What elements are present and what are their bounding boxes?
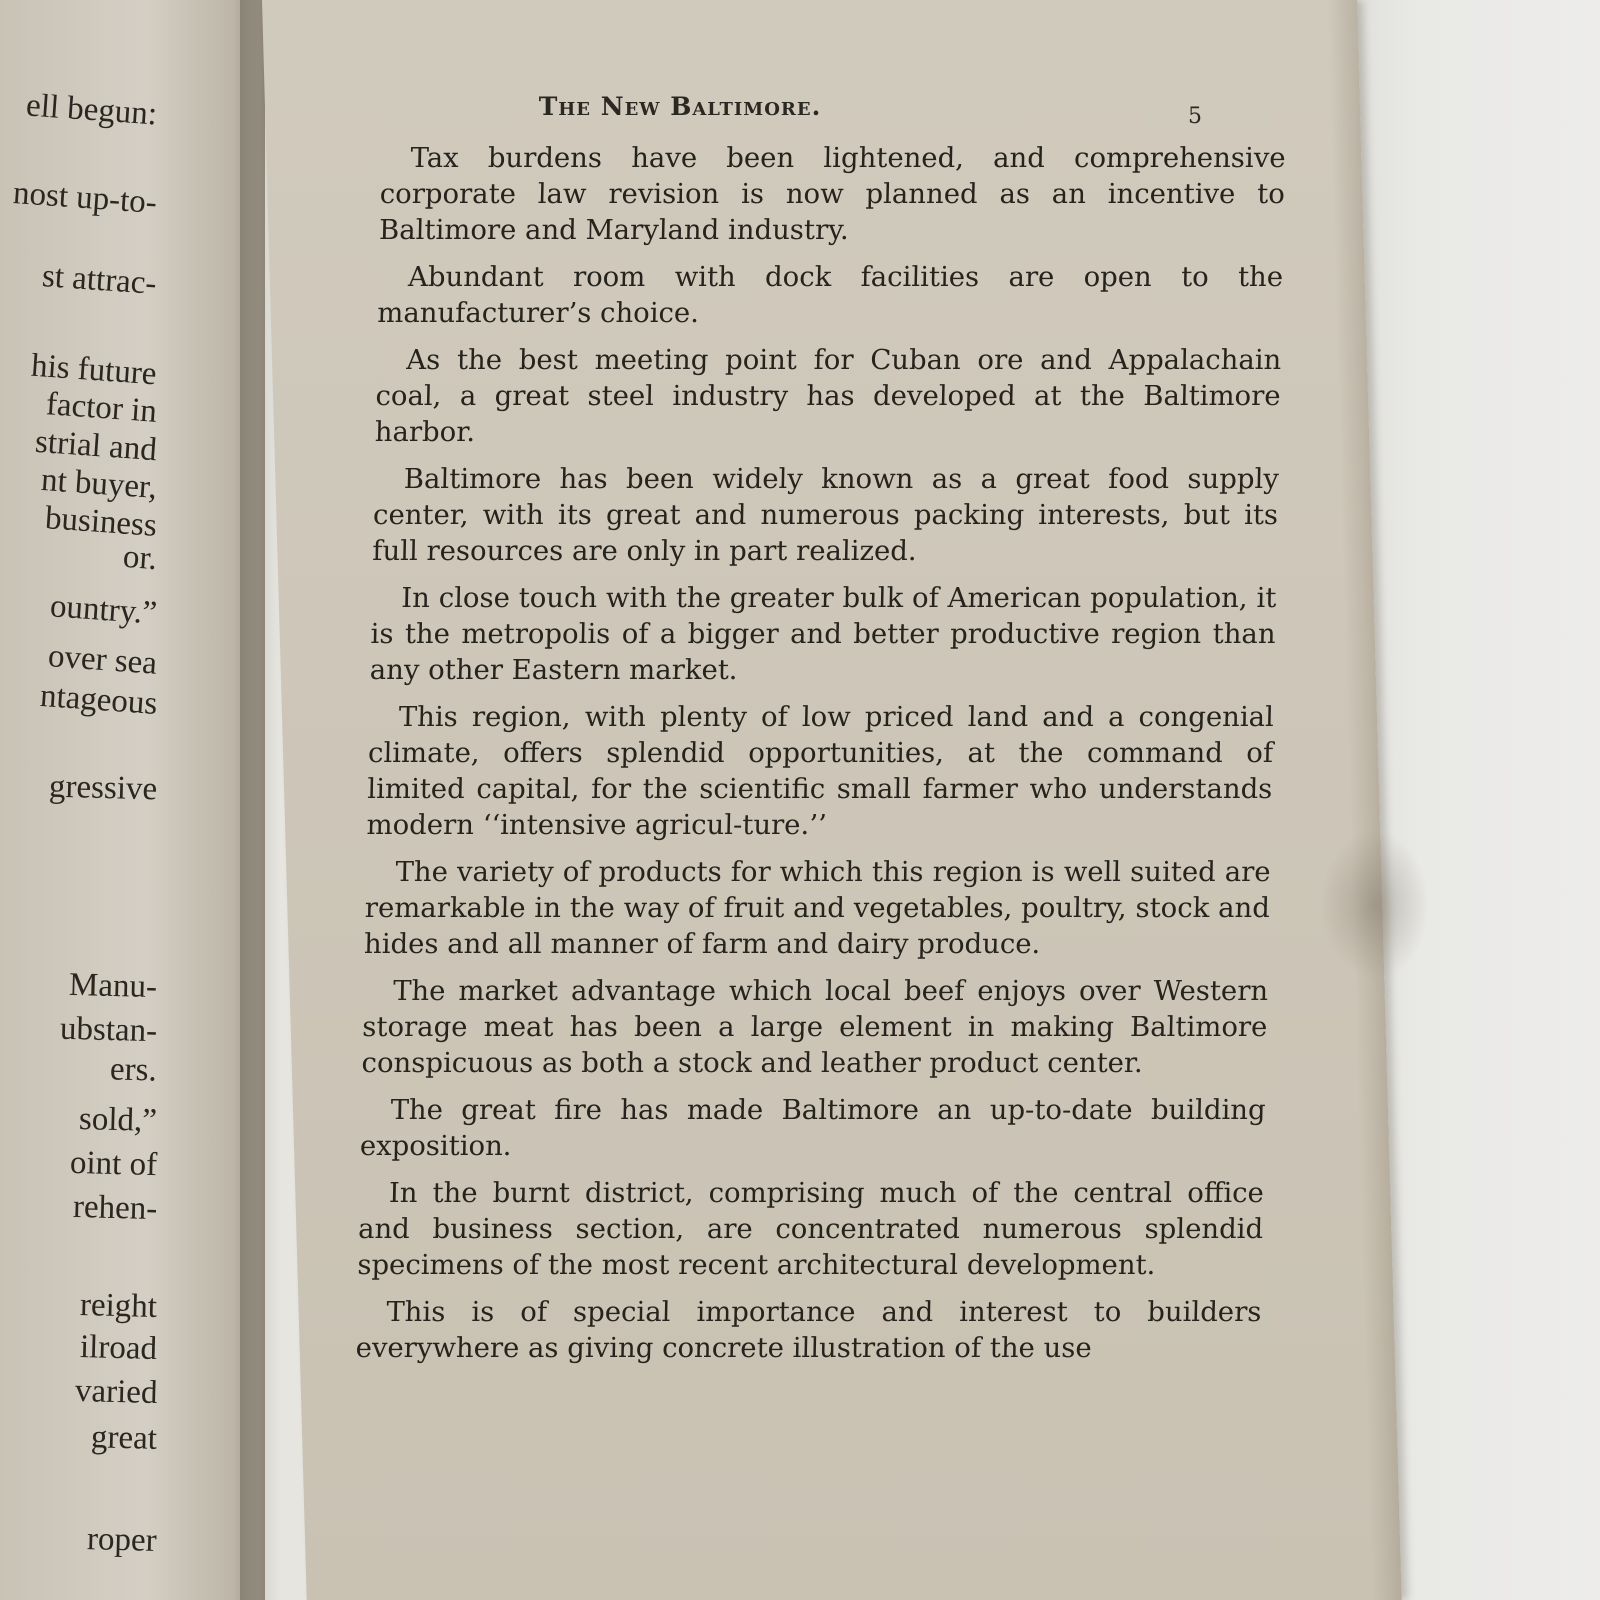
left-page-line-fragment: business (44, 500, 159, 544)
body-text (355, 140, 1286, 1377)
left-page-line-fragment: or. (121, 538, 159, 578)
paragraph: Abundant room with dock facilities are open to the manufacturer’s choice. (376, 261, 1284, 329)
paragraph: Baltimore has been widely known as a great food supply center, with its great and numerous packing interests, but its full resources are only in part realized. (372, 463, 1280, 567)
paragraph: This is of special importance and interest to builders everywhere as giving concrete illustration of the use (355, 1296, 1262, 1364)
page-smudge (1320, 830, 1430, 980)
left-page-line-fragment: sold,” (78, 1100, 158, 1140)
left-page-line-fragment: ilroad (79, 1328, 158, 1368)
left-page-line-fragment: roper (86, 1521, 158, 1559)
left-page (0, 0, 265, 1600)
paragraph: The variety of products for which this region is well suited are remarkable in the way of fruit and vegetables, poultry, stock and hides and all manner of farm and dairy produce. (363, 856, 1271, 960)
left-page-line-fragment: ell begun: (24, 87, 159, 133)
left-page-line-fragment: great (90, 1419, 158, 1457)
paragraph: The great fire has made Baltimore an up-to-date building exposition. (359, 1094, 1266, 1162)
left-page-line-fragment: ntageous (38, 677, 159, 723)
left-page-line-fragment: st attrac- (41, 258, 159, 302)
paragraph: In close touch with the greater bulk of American population, it is the metropolis of a bigger and better productive region than any other Eastern market. (369, 582, 1277, 686)
left-page-line-fragment: his future (30, 347, 159, 393)
left-page-line-fragment: factor in (45, 386, 159, 430)
paragraph: Tax burdens have been lightened, and comprehensive corporate law revision is now planned as an incentive to Baltimore and Maryland industry. (378, 142, 1286, 246)
page-number: 5 (1188, 104, 1202, 129)
left-page-line-fragment: rehen- (72, 1188, 158, 1228)
left-page-line-fragment: nost up-to- (12, 175, 159, 221)
running-head: The New Baltimore. (538, 92, 822, 121)
paragraph: The market advantage which local beef enjoys over Western storage meat has been a large element in making Baltimore conspicuous as both a stock and leather product center. (361, 975, 1269, 1079)
left-page-line-fragment: ubstan- (59, 1010, 158, 1050)
left-page-line-fragment: strial and (34, 423, 159, 469)
left-page-line-fragment: reight (79, 1286, 158, 1326)
left-page-line-fragment: Manu- (68, 966, 158, 1006)
paragraph: In the burnt district, comprising much of the central office and business section, are concentrated numerous splendid specimens of the most recent architectural development. (357, 1177, 1265, 1281)
left-page-line-fragment: nt buyer, (39, 461, 159, 507)
left-page-line-fragment: ers. (109, 1051, 158, 1089)
paragraph: As the best meeting point for Cuban ore and Appalachain coal, a great steel industry has developed at the Baltimore harbor. (374, 344, 1282, 448)
left-page-line-fragment: ountry.” (48, 588, 159, 632)
left-page-line-fragment: over sea (46, 638, 159, 682)
left-page-line-fragment: gressive (48, 768, 158, 808)
left-page-line-fragment: varied (74, 1372, 158, 1412)
paragraph: This region, with plenty of low priced land and a congenial climate, offers splendid opportunities, at the command of limited capital, for the scientific small farmer who understands modern ‘‘intensive agricul-ture.’’ (366, 701, 1275, 841)
left-page-line-fragment: oint of (69, 1144, 158, 1184)
